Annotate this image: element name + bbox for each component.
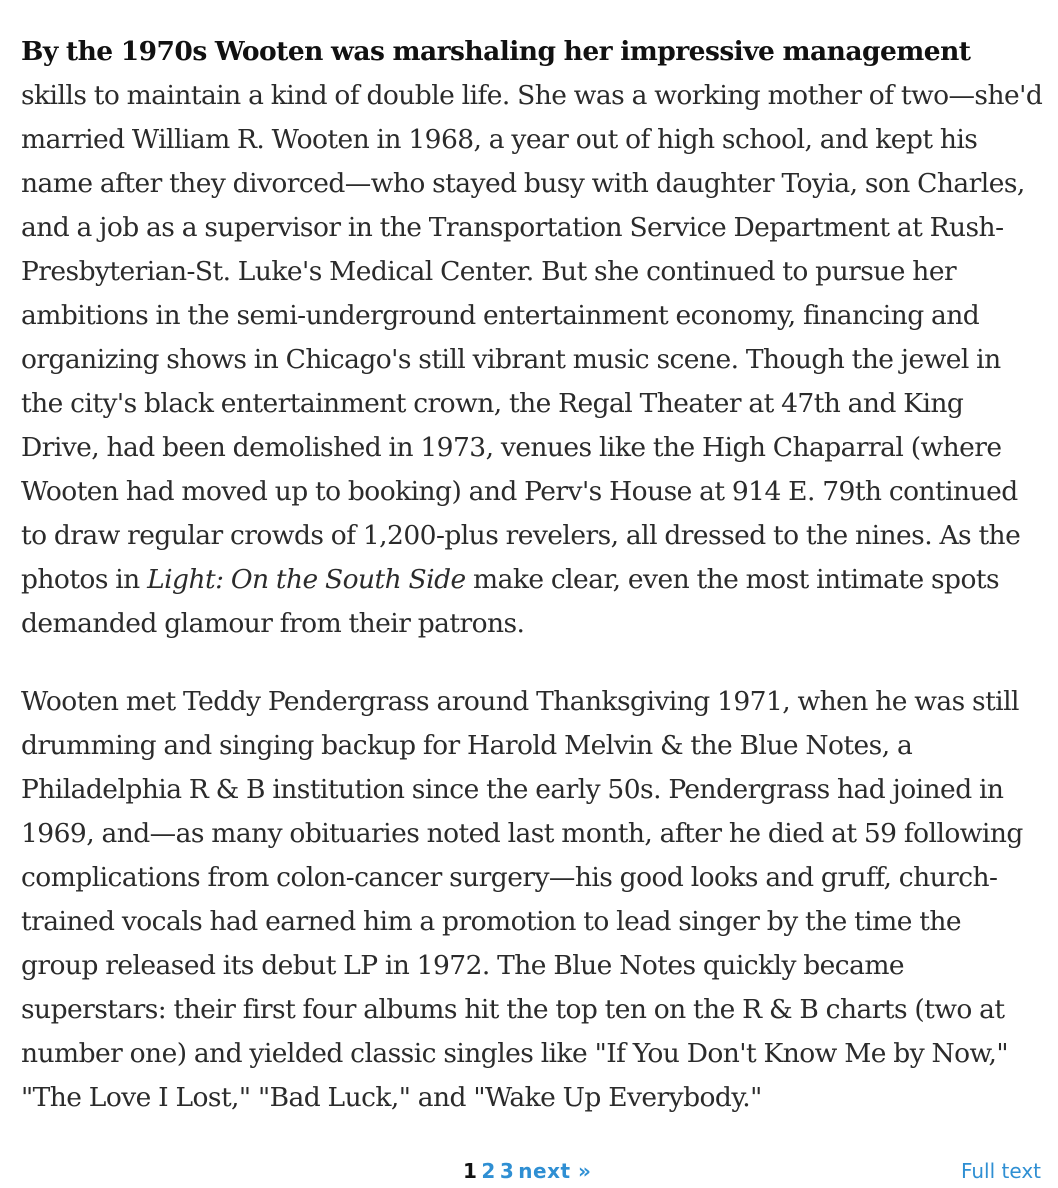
paragraph-lead-in: By the 1970s Wooten was marshaling her impressive management [21, 36, 971, 67]
article-body [21, 30, 1043, 1154]
paragraph-text: skills to maintain a kind of double life. She was a working mother of two—she'd married William R. Wooten in 1968, a year out of high school, and kept his name after they divorced—who stayed busy with daughter Toyia, son Charles, and a job as a supervisor in the Transportation Service Department at Rush-Presbyterian-St. Luke's Medical Center. But she continued to pursue her ambitions in the semi-underground entertainment economy, financing and organizing shows in Chicago's still vibrant music scene. Though the jewel in the city's black entertainment crown, the Regal Theater at 47th and King Drive, had been demolished in 1973, venues like the High Chaparral (where Wooten had moved up to booking) and Perv's House at 914 E. 79th continued to draw regular crowds of 1,200-plus revelers, all dressed to the nines. As the photos in [21, 80, 1043, 595]
article-paragraph-1 [21, 30, 1043, 646]
page-2-link[interactable]: 2 [481, 1159, 496, 1183]
book-title: Light: On the South Side [147, 564, 466, 595]
page-links [463, 1156, 591, 1186]
paragraph-text-end: make clear, even the most intimate spots demanded glamour from their patrons. [21, 564, 1000, 639]
current-page: 1 [463, 1159, 478, 1183]
page-3-link[interactable]: 3 [499, 1159, 515, 1183]
full-text-link[interactable]: Full text [960, 1159, 1041, 1183]
next-page-link[interactable]: next » [518, 1159, 592, 1183]
article-paragraph-2: Wooten met Teddy Pendergrass around Thanksgiving 1971, when he was still drumming and singing backup for Harold Melvin & the Blue Notes, a Philadelphia R & B institution since the early 50s. Pendergrass had joined in 1969, and—as many obituaries noted last month, after he died at 59 following complications from colon-cancer surgery—his good looks and gruff, church-trained vocals had earned him a promotion to lead singer by the time the group released its debut LP in 1972. The Blue Notes quickly became superstars: their first four albums hit the top ten on the R & B charts (two at number one) and yielded classic singles like "If You Don't Know Me by Now," "The Love I Lost," "Bad Luck," and "Wake Up Everybody." [21, 686, 1023, 1113]
pagination-bar [0, 1156, 1058, 1186]
